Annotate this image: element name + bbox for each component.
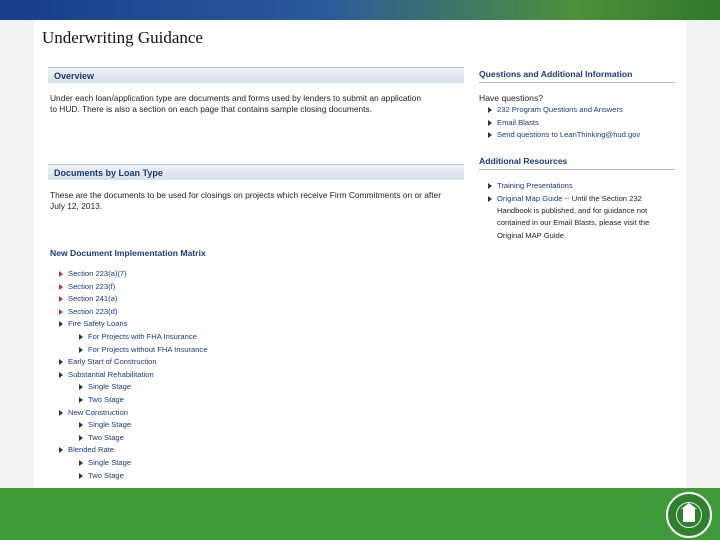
triangle-bullet-icon: [59, 410, 63, 416]
triangle-bullet-icon: [79, 397, 83, 403]
resources-rule: [479, 169, 675, 170]
question-link-label: Send questions to LeanThinking@hud.gov: [497, 130, 641, 140]
matrix-item-label: Fire Safety Loans: [68, 319, 128, 329]
matrix-item-label: Two Stage: [88, 470, 124, 480]
question-link[interactable]: [487, 129, 682, 142]
triangle-bullet-icon: [59, 359, 63, 365]
map-guide-note: -- Until the Section 232 Handbook is published, and for guidance not contained in our Email Blasts, please visit the Original MAP Guide.: [497, 194, 650, 240]
question-link[interactable]: [487, 104, 682, 117]
triangle-bullet-icon: [488, 196, 492, 202]
matrix-item[interactable]: [58, 281, 358, 294]
matrix-item[interactable]: [58, 407, 358, 420]
top-banner: [0, 0, 720, 20]
matrix-item[interactable]: [58, 306, 358, 319]
matrix-item-label: Single Stage: [88, 457, 132, 467]
questions-links: [487, 104, 682, 142]
matrix-item[interactable]: [58, 369, 358, 382]
triangle-bullet-icon: [59, 284, 63, 290]
triangle-bullet-icon: [488, 183, 492, 189]
training-link[interactable]: [487, 180, 682, 192]
matrix-subitem[interactable]: [78, 331, 358, 344]
resources-header: Additional Resources: [479, 156, 568, 166]
matrix-item-label: Section 223(d): [68, 306, 118, 316]
matrix-item-label: For Projects with FHA Insurance: [88, 331, 197, 341]
matrix-item-label: Substantial Rehabilitation: [68, 369, 154, 379]
training-link-label: Training Presentations: [497, 181, 573, 190]
question-link[interactable]: [487, 117, 682, 130]
left-margin: [0, 20, 34, 488]
matrix-item[interactable]: [58, 293, 358, 306]
matrix-item-label: Section 223(a)(7): [68, 269, 127, 278]
question-link-label: 232 Program Questions and Answers: [497, 105, 623, 114]
matrix-item[interactable]: [58, 318, 358, 331]
matrix-subitem[interactable]: [78, 432, 358, 445]
matrix-subitem[interactable]: [78, 457, 358, 470]
triangle-bullet-icon: [59, 447, 63, 453]
right-margin: [686, 20, 720, 488]
matrix-title: New Document Implementation Matrix: [50, 248, 206, 258]
triangle-bullet-icon: [59, 271, 63, 277]
hud-seal-icon: [666, 492, 712, 538]
matrix-item-label: Two Stage: [88, 394, 124, 404]
matrix-item[interactable]: [58, 444, 358, 457]
matrix-subitem[interactable]: [78, 381, 358, 394]
matrix-subitem[interactable]: [78, 419, 358, 432]
matrix-item-label: Single Stage: [88, 420, 132, 430]
triangle-bullet-icon: [59, 372, 63, 378]
map-guide-item: [487, 193, 667, 242]
bottom-banner: [0, 488, 720, 540]
triangle-bullet-icon: [79, 422, 83, 428]
question-link-label: Email Blasts: [497, 117, 539, 127]
triangle-bullet-icon: [59, 296, 63, 302]
matrix-item[interactable]: [58, 356, 358, 369]
triangle-bullet-icon: [59, 309, 63, 315]
seal-building: [683, 508, 695, 522]
overview-text: Under each loan/application type are documents and forms used by lenders to submit an application to HUD. There is also a section on each page that contains sample closing documents.: [50, 93, 422, 114]
matrix-item-label: Single Stage: [88, 382, 132, 392]
triangle-bullet-icon: [488, 132, 492, 138]
matrix-item-label: Section 241(a): [68, 294, 118, 304]
matrix-subitem[interactable]: [78, 394, 358, 407]
triangle-bullet-icon: [79, 334, 83, 340]
documents-text: These are the documents to be used for closings on projects which receive Firm Commitments on or after July 12, 2013.: [50, 190, 442, 211]
questions-rule: [479, 82, 675, 83]
matrix-item-label: Section 223(f): [68, 281, 116, 291]
triangle-bullet-icon: [59, 321, 63, 327]
page-title: Underwriting Guidance: [42, 28, 203, 47]
matrix-item-label: Blended Rate: [68, 445, 115, 455]
documents-header: Documents by Loan Type: [48, 164, 464, 180]
matrix-item-label: For Projects without FHA Insurance: [88, 344, 208, 354]
triangle-bullet-icon: [79, 347, 83, 353]
triangle-bullet-icon: [79, 384, 83, 390]
matrix-list: [58, 268, 358, 482]
overview-header: Overview: [48, 67, 464, 83]
triangle-bullet-icon: [488, 107, 492, 113]
map-guide-link[interactable]: Original Map Guide: [497, 194, 563, 203]
matrix-item-label: New Construction: [68, 407, 128, 417]
questions-header: Questions and Additional Information: [479, 69, 633, 79]
matrix-item-label: Two Stage: [88, 432, 124, 442]
matrix-subitem[interactable]: [78, 344, 358, 357]
triangle-bullet-icon: [79, 435, 83, 441]
matrix-item[interactable]: [58, 268, 358, 281]
triangle-bullet-icon: [488, 120, 492, 126]
triangle-bullet-icon: [79, 473, 83, 479]
page-content: [34, 20, 686, 488]
questions-subheading: Have questions?: [479, 93, 544, 103]
matrix-item-label: Early Start of Construction: [68, 357, 157, 367]
matrix-subitem[interactable]: [78, 470, 358, 483]
triangle-bullet-icon: [79, 460, 83, 466]
